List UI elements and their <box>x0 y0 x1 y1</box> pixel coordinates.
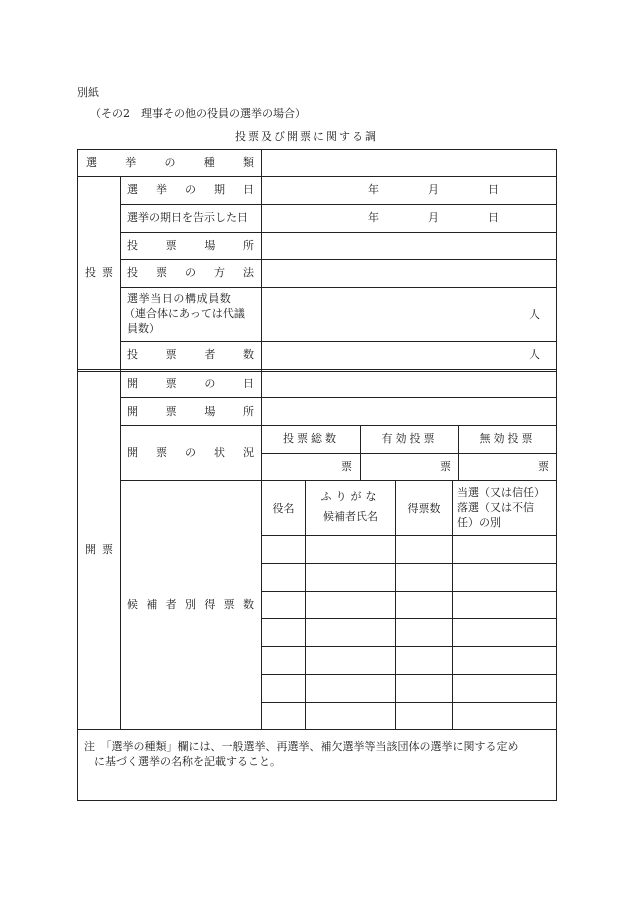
voting-section-label: 投 票 <box>85 266 113 279</box>
candidate-header-role: 役名 <box>272 502 295 515</box>
day-unit: 日 <box>488 211 499 224</box>
candidate-header-result-line1: 当選（又は信任） <box>457 486 545 499</box>
invalid-vote-unit: 票 <box>538 460 549 473</box>
votes-by-candidate-label: 候 補 者 別 得 票 数 <box>127 598 254 611</box>
form-title: 投票及び開票に関する調 <box>235 130 378 143</box>
total-vote-unit: 票 <box>341 460 352 473</box>
note-line1: 注 「選挙の種類」欄には、一般選挙、再選挙、補欠選挙等当該団体の選挙に関する定め <box>84 740 519 753</box>
members-person-unit: 人 <box>529 308 540 321</box>
status-header-total: 投票総数 <box>283 432 339 445</box>
members-label-line2: （連合体にあっては代議 <box>124 307 245 320</box>
counting-status-label: 開 票 の 状 況 <box>127 446 254 459</box>
voting-place-label: 投 票 場 所 <box>127 239 254 252</box>
election-type-label: 選 挙 の 種 類 <box>86 156 254 169</box>
note-line2: に基づく選挙の名称を記載すること。 <box>94 755 281 768</box>
status-header-invalid: 無効投票 <box>479 432 536 445</box>
counting-place-label: 開 票 場 所 <box>127 405 254 418</box>
day-unit: 日 <box>488 183 499 196</box>
candidate-header-result-line3: 任）の別 <box>457 516 501 529</box>
candidate-header-furigana: ふりがな <box>320 490 381 503</box>
candidate-header-name: 候補者氏名 <box>323 510 378 523</box>
announce-date-label: 選挙の期日を告示した日 <box>127 211 248 224</box>
status-header-valid: 有効投票 <box>381 432 438 445</box>
election-date-label: 選 挙 の 期 日 <box>127 183 254 196</box>
candidate-header-votes: 得票数 <box>407 502 441 515</box>
counting-section-label: 開 票 <box>85 543 113 556</box>
members-label-line1: 選挙当日の構成員数 <box>127 292 232 305</box>
candidate-header-result-line2: 落選（又は不信 <box>457 501 534 514</box>
voters-label: 投 票 者 数 <box>127 348 254 361</box>
members-label-line3: 員数） <box>127 322 160 335</box>
year-unit: 年 <box>368 183 379 196</box>
voters-person-unit: 人 <box>529 348 540 361</box>
form-subtitle: （その2 理事その他の役員の選挙の場合） <box>90 107 306 120</box>
year-unit: 年 <box>368 211 379 224</box>
month-unit: 月 <box>428 211 439 224</box>
month-unit: 月 <box>428 183 439 196</box>
valid-vote-unit: 票 <box>440 460 451 473</box>
attachment-label: 別紙 <box>77 86 99 99</box>
voting-method-label: 投 票 の 方 法 <box>127 266 254 279</box>
counting-date-label: 開 票 の 日 <box>127 377 254 390</box>
